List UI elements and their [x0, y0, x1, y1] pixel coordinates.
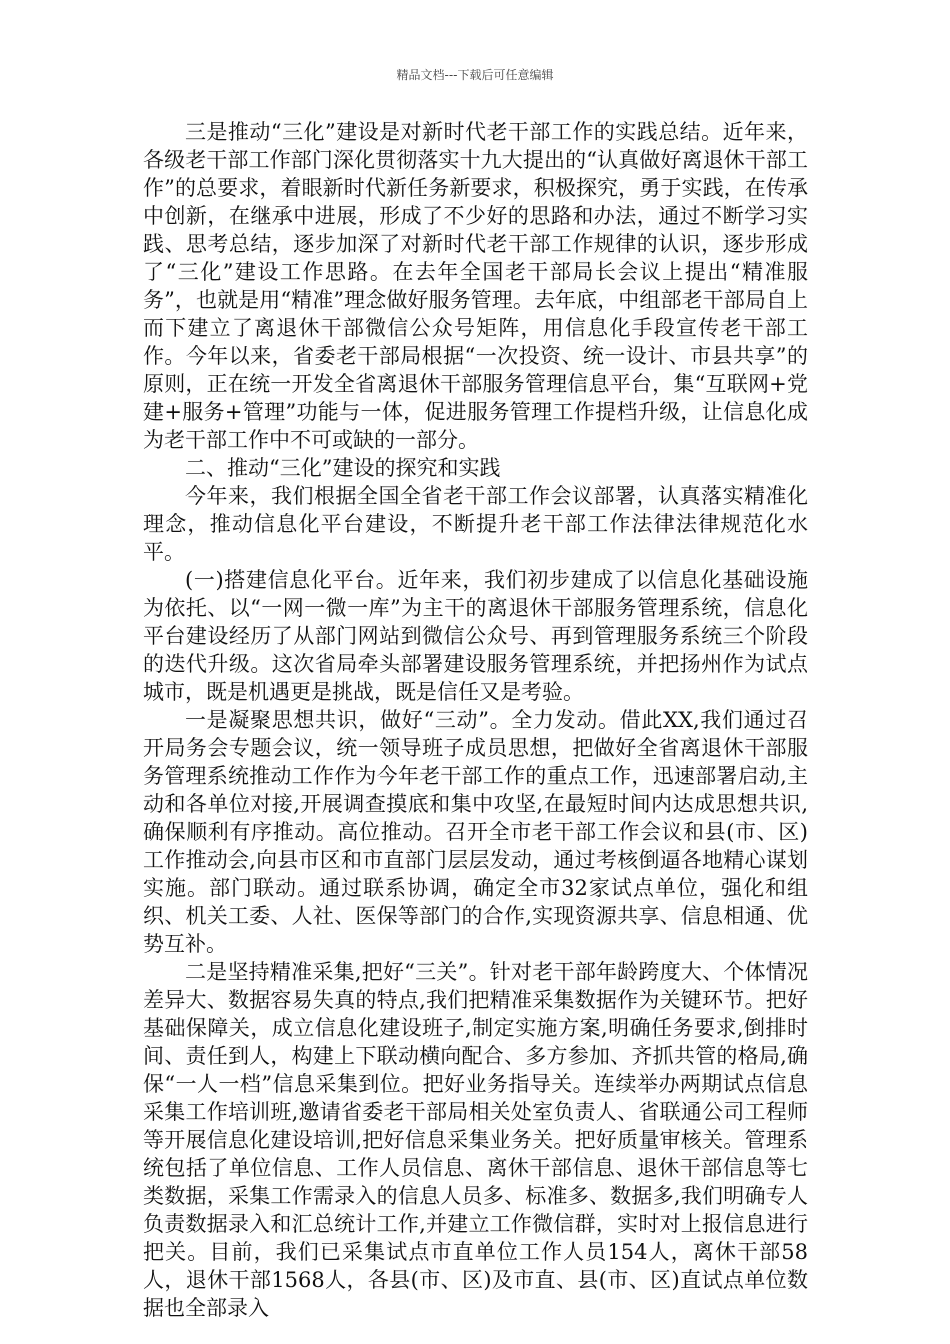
- paragraph-platform: (一)搭建信息化平台。近年来，我们初步建成了以信息化基础设施为依托、以“一网一微一库”为主干的离退休干部服务管理系统，信息化平台建设经历了从部门网站到微信公众号、再到管理服务系统三个阶段的迭代升级。这次省局牵头部署建设服务管理系统，并把扬州作为试点城市，既是机遇更是挑战，既是信任又是考验。: [143, 568, 808, 704]
- paragraph-intro: 今年来，我们根据全国全省老干部工作会议部署，认真落实精准化理念，推动信息化平台建设，不断提升老干部工作法律法律规范化水平。: [143, 484, 808, 564]
- paragraph-collection: 二是坚持精准采集,把好“三关”。针对老干部年龄跨度大、个体情况差异大、数据容易失真的特点,我们把精准采集数据作为关键环节。把好基础保障关，成立信息化建设班子,制定实施方案,明确任务要求,倒排时间、责任到人，构建上下联动横向配合、多方参加、齐抓共管的格局,确保“一人一档”信息采集到位。把好业务指导关。连续举办两期试点信息采集工作培训班,邀请省委老干部局相关处室负责人、省联通公司工程师等开展信息化建设培训,把好信息采集业务关。把好质量审核关。管理系统包括了单位信息、工作人员信息、离休干部信息、退休干部信息等七类数据，采集工作需录入的信息人员多、标准多、数据多,我们明确专人负责数据录入和汇总统计工作,并建立工作微信群，实时对上报信息进行把关。目前，我们已采集试点市直单位工作人员154人，离休干部58人，退休干部1568人，各县(市、区)及市直、县(市、区)直试点单位数据也全部录入: [143, 960, 808, 1320]
- page-header: 精品文档---下载后可任意编辑: [396, 68, 554, 82]
- document-body: [143, 118, 808, 1322]
- paragraph-sanhua-summary: 三是推动“三化”建设是对新时代老干部工作的实践总结。近年来，各级老干部工作部门深化贯彻落实十九大提出的“认真做好离退休干部工作”的总要求，着眼新时代新任务新要求，积极探究，勇于实践，在传承中创新，在继承中进展，形成了不少好的思路和办法，通过不断学习实践、思考总结，逐步加深了对新时代老干部工作规律的认识，逐步形成了“三化”建设工作思路。在去年全国老干部局长会议上提出“精准服务”，也就是用“精准”理念做好服务管理。去年底，中组部老干部局自上而下建立了离退休干部微信公众号矩阵，用信息化手段宣传老干部工作。今年以来，省委老干部局根据“一次投资、统一设计、市县共享”的原则，正在统一开发全省离退休干部服务管理信息平台，集“互联网+党建+服务+管理”功能与一体，促进服务管理工作提档升级，让信息化成为老干部工作中不可或缺的一部分。: [143, 120, 808, 452]
- paragraph-consensus: 一是凝聚思想共识，做好“三动”。全力发动。借此XX,我们通过召开局务会专题会议，统一领导班子成员思想，把做好全省离退休干部服务管理系统推动工作作为今年老干部工作的重点工作，迅速部署启动,主动和各单位对接,开展调查摸底和集中攻坚,在最短时间内达成思想共识,确保顺利有序推动。高位推动。召开全市老干部工作会议和县(市、区)工作推动会,向县市区和市直部门层层发动，通过考核倒逼各地精心谋划实施。部门联动。通过联系协调，确定全市32家试点单位，强化和组织、机关工委、人社、医保等部门的合作,实现资源共享、信息相通、优势互补。: [143, 708, 808, 956]
- section-heading-exploration: 二、推动“三化”建设的探究和实践: [185, 456, 501, 480]
